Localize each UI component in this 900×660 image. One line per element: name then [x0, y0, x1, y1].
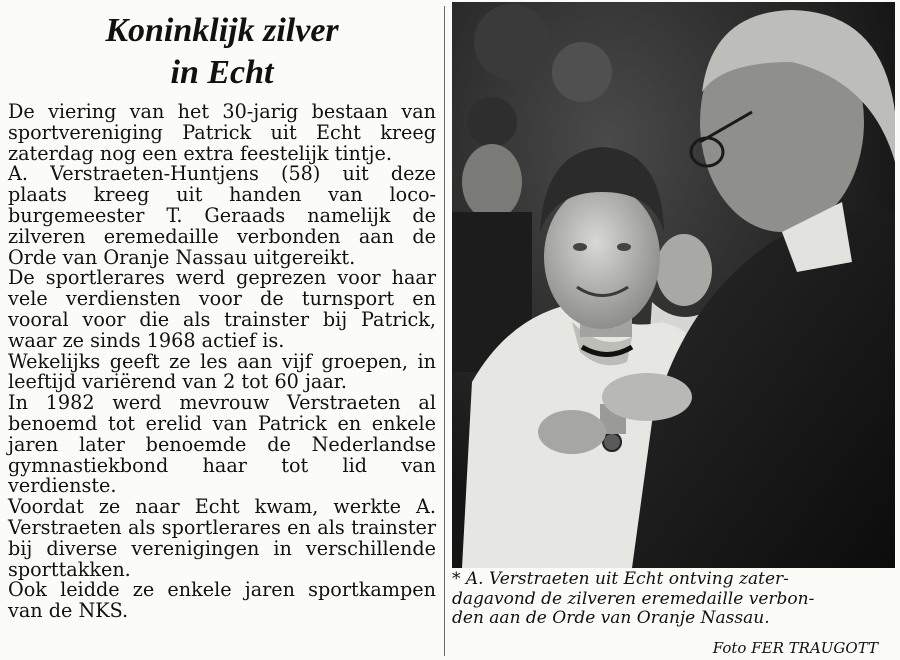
caption-line-2: dagavond de zilveren eremedaille verbon-: [452, 588, 815, 609]
headline-line-1: Koninklijk zilver: [105, 12, 339, 49]
paragraph-7: Ook leidde ze enkele jaren sportkampen van de NKS.: [8, 578, 436, 623]
woman-face: [544, 185, 660, 329]
photo-caption: [452, 570, 892, 629]
caption-line-1: * A. Verstraeten uit Echt ontving zater-: [452, 569, 789, 589]
photo-credit: Foto FER TRAUGOTT: [712, 639, 878, 657]
medal: [603, 433, 621, 451]
headline: [2, 0, 442, 94]
paragraph-3: De sportlerares werd geprezen voor haar vele verdiensten voor de turnsport en vooral voor die als trainster bij Patrick, waar ze sinds 1968 actief is.: [8, 266, 436, 352]
paragraph-4: Wekelijks geeft ze les aan vijf groepen, in leeftijd variërend van 2 tot 60 jaar.: [8, 349, 436, 394]
news-photo: [452, 2, 895, 568]
headline-line-2: in Echt: [170, 54, 274, 91]
paragraph-6: Voordat ze naar Echt kwam, werkte A. Verstraeten als sportlerares en als trainster bij diverse verenigingen in verschillende sporttakken.: [8, 495, 436, 581]
article-body: [2, 102, 442, 622]
column-divider: [444, 6, 445, 656]
paragraph-2: A. Verstraeten-Huntjens (58) uit deze plaats kreeg uit handen van loco-burgemeester T. Geraads namelijk de zilveren eremedaille verbonden aan de Orde van Oranje Nassau uitgereikt.: [8, 162, 436, 269]
caption-line-3: den aan de Orde van Oranje Nassau.: [452, 608, 770, 628]
paragraph-1: De viering van het 30-jarig bestaan van sportvereniging Patrick uit Echt kreeg zaterdag nog een extra feestelijk tintje.: [8, 100, 436, 165]
article-column: [2, 0, 442, 660]
paragraph-5: In 1982 werd mevrouw Verstraeten al benoemd tot erelid van Patrick en enkele jaren later benoemde de Nederlandse gymnastiekbond haar tot lid van verdienste.: [8, 391, 436, 498]
